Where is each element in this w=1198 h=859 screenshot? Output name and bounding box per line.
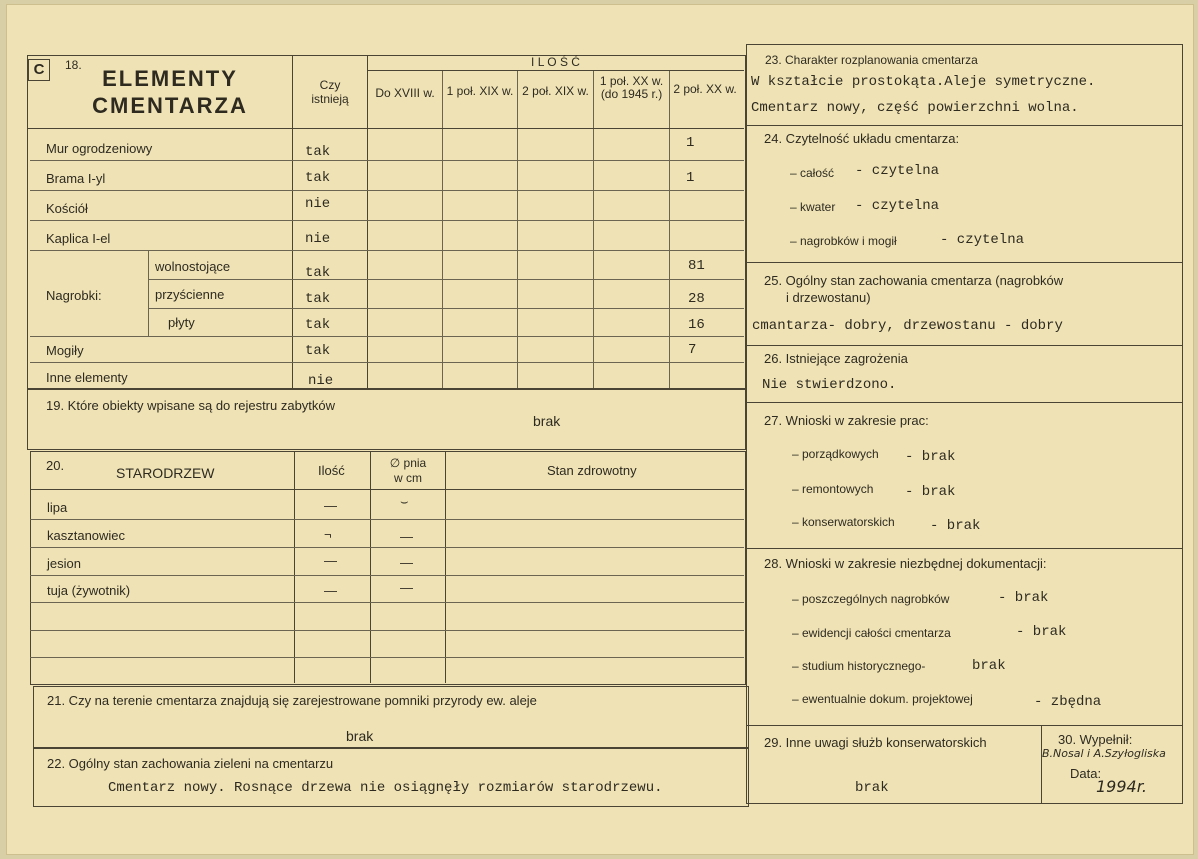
section-23-line2: Cmentarz nowy, część powierzchni wolna.: [751, 100, 1079, 116]
s28-item-nagrobki-value: - brak: [998, 590, 1049, 606]
col-header-2pol-xix: 2 poł. XIX w.: [522, 84, 589, 98]
element-label-kaplica: Kaplica I-el: [46, 231, 111, 246]
section-24-label: 24. Czytelność układu cmentarza:: [764, 131, 960, 146]
s24-item-kwater-value: - czytelna: [855, 198, 940, 214]
exists-value-wolnostojace: tak: [305, 265, 331, 281]
section-18-number: 18.: [65, 58, 82, 72]
qty-value-brama: 1: [686, 170, 695, 186]
section-25-label1: 25. Ogólny stan zachowania cmentarza (nagrobków: [764, 273, 1064, 288]
section-20-col-ilosc: Ilość: [318, 463, 345, 478]
section-20-number: 20.: [46, 458, 65, 473]
section-19-label: 19. Które obiekty wpisane są do rejestru zabytków: [46, 398, 336, 413]
s24-item-kwater-label: – kwater: [790, 200, 836, 214]
element-label-przyscienne: przyścienne: [155, 287, 225, 302]
exists-value-plyty: tak: [305, 317, 331, 333]
s27-item-porzadkowe-value: - brak: [905, 449, 956, 465]
tree-name-jesion: jesion: [47, 556, 81, 571]
col-header-xviii: Do XVIII w.: [375, 86, 435, 100]
element-label-mogily: Mogiły: [46, 343, 84, 358]
section-29-value: brak: [855, 780, 889, 796]
s27-item-konserwatorskie-label: – konserwatorskich: [792, 515, 895, 529]
section-20-title: STARODRZEW: [116, 465, 215, 481]
exists-value-przyscienne: tak: [305, 291, 331, 307]
section-25-label2: i drzewostanu): [786, 290, 871, 305]
section-30-date: 1994r.: [1096, 777, 1147, 796]
section-25-value: cmantarza- dobry, drzewostanu - dobry: [752, 318, 1063, 334]
s27-item-remontowe-value: - brak: [905, 484, 956, 500]
section-letter-box: C: [28, 59, 50, 81]
tree-ilosc-jesion: —: [324, 553, 337, 568]
section-18-title-line1: ELEMENTY: [102, 66, 238, 91]
element-label-mur: Mur ogrodzeniowy: [46, 141, 153, 156]
s24-item-calosc-value: - czytelna: [855, 163, 940, 179]
element-label-plyty: płyty: [168, 315, 195, 330]
section-21-label: 21. Czy na terenie cmentarza znajdują się zarejestrowane pomniki przyrody ew. aleje: [47, 693, 537, 708]
element-label-inne: Inne elementy: [46, 370, 128, 385]
exists-value-kaplica: nie: [305, 231, 331, 247]
section-23-label: 23. Charakter rozplanowania cmentarza: [765, 53, 978, 67]
section-27-label: 27. Wnioski w zakresie prac:: [764, 413, 929, 428]
qty-value-mogily: 7: [688, 342, 697, 358]
element-label-brama: Brama I-yl: [46, 171, 106, 186]
s28-item-studium-value: brak: [972, 658, 1006, 674]
element-label-wolnostojace: wolnostojące: [155, 259, 231, 274]
col-header-2pol-xx: 2 poł. XX w.: [673, 82, 737, 96]
section-29-label: 29. Inne uwagi służb konserwatorskich: [764, 735, 987, 750]
section-28-label: 28. Wnioski w zakresie niezbędnej dokumentacji:: [764, 556, 1047, 571]
s24-item-nagrobkow-value: - czytelna: [940, 232, 1025, 248]
section-20-col-pnia2: w cm: [394, 471, 422, 485]
tree-pnia-kasztanowiec: —: [400, 529, 413, 544]
section-30-filled-by: B.Nosal i A.Szyłogliska: [1042, 747, 1166, 760]
section-21-value: brak: [346, 728, 374, 744]
section-18-title-line2: CMENTARZA: [92, 93, 248, 118]
section-22-label: 22. Ogólny stan zachowania zieleni na cmentarzu: [47, 756, 334, 771]
exists-value-kosciol: nie: [305, 196, 331, 212]
tree-ilosc-tuja: —: [324, 583, 337, 598]
tree-name-kasztanowiec: kasztanowiec: [47, 528, 126, 543]
tree-pnia-lipa: ⌣: [400, 494, 409, 509]
s24-item-calosc-label: – całość: [790, 166, 835, 180]
ilosc-header: I L O Ś Ć: [531, 55, 580, 69]
exists-value-brama: tak: [305, 170, 331, 186]
s28-item-ewidencja-label: – ewidencji całości cmentarza: [792, 626, 951, 640]
tree-name-lipa: lipa: [47, 500, 68, 515]
qty-value-mur: 1: [686, 135, 695, 151]
qty-value-wolnostojace: 81: [688, 258, 705, 274]
section-19-value: brak: [533, 413, 561, 429]
section-23-line1: W kształcie prostokąta.Aleje symetryczne.: [751, 74, 1096, 90]
qty-value-przyscienne: 28: [688, 291, 705, 307]
col-header-1pol-xix: 1 poł. XIX w.: [446, 84, 514, 98]
element-label-kosciol: Kościół: [46, 201, 88, 216]
s28-item-ewidencja-value: - brak: [1016, 624, 1067, 640]
section-22-value: Cmentarz nowy. Rosnące drzewa nie osiągnęły rozmiarów starodrzewu.: [108, 780, 663, 796]
tree-ilosc-lipa: —: [324, 498, 337, 513]
tree-name-tuja: tuja (żywotnik): [47, 583, 131, 598]
qty-value-plyty: 16: [688, 317, 705, 333]
s27-item-konserwatorskie-value: - brak: [930, 518, 981, 534]
section-30-label: 30. Wypełnił:: [1058, 732, 1133, 747]
s24-item-nagrobkow-label: – nagrobków i mogił: [790, 234, 897, 248]
tree-ilosc-kasztanowiec: ¬: [324, 527, 332, 542]
tree-pnia-tuja: —: [400, 580, 413, 595]
exists-value-inne: nie: [308, 373, 334, 389]
col-header-1pol-xx: 1 poł. XX w. (do 1945 r.): [599, 74, 664, 101]
section-26-value: Nie stwierdzono.: [762, 377, 897, 393]
section-20-col-stan: Stan zdrowotny: [547, 463, 637, 478]
s27-item-remontowe-label: – remontowych: [792, 482, 874, 496]
s28-item-nagrobki-label: – poszczególnych nagrobków: [792, 592, 950, 606]
section-26-label: 26. Istniejące zagrożenia: [764, 351, 908, 366]
s28-item-projektowa-label: – ewentualnie dokum. projektowej: [792, 692, 973, 706]
section-20-col-pnia1: ∅ pnia: [389, 456, 427, 470]
element-label-nagrobki: Nagrobki:: [46, 288, 102, 303]
s28-item-projektowa-value: - zbędna: [1034, 694, 1102, 710]
exists-value-mogily: tak: [305, 343, 331, 359]
section-30-date-label: Data:: [1070, 766, 1102, 781]
section-20-frame: [30, 451, 746, 685]
exists-value-mur: tak: [305, 144, 331, 160]
s27-item-porzadkowe-label: – porządkowych: [792, 447, 879, 461]
tree-pnia-jesion: —: [400, 555, 413, 570]
czy-istnieja-header: Czy istnieją: [311, 78, 349, 106]
s28-item-studium-label: – studium historycznego-: [792, 659, 926, 673]
